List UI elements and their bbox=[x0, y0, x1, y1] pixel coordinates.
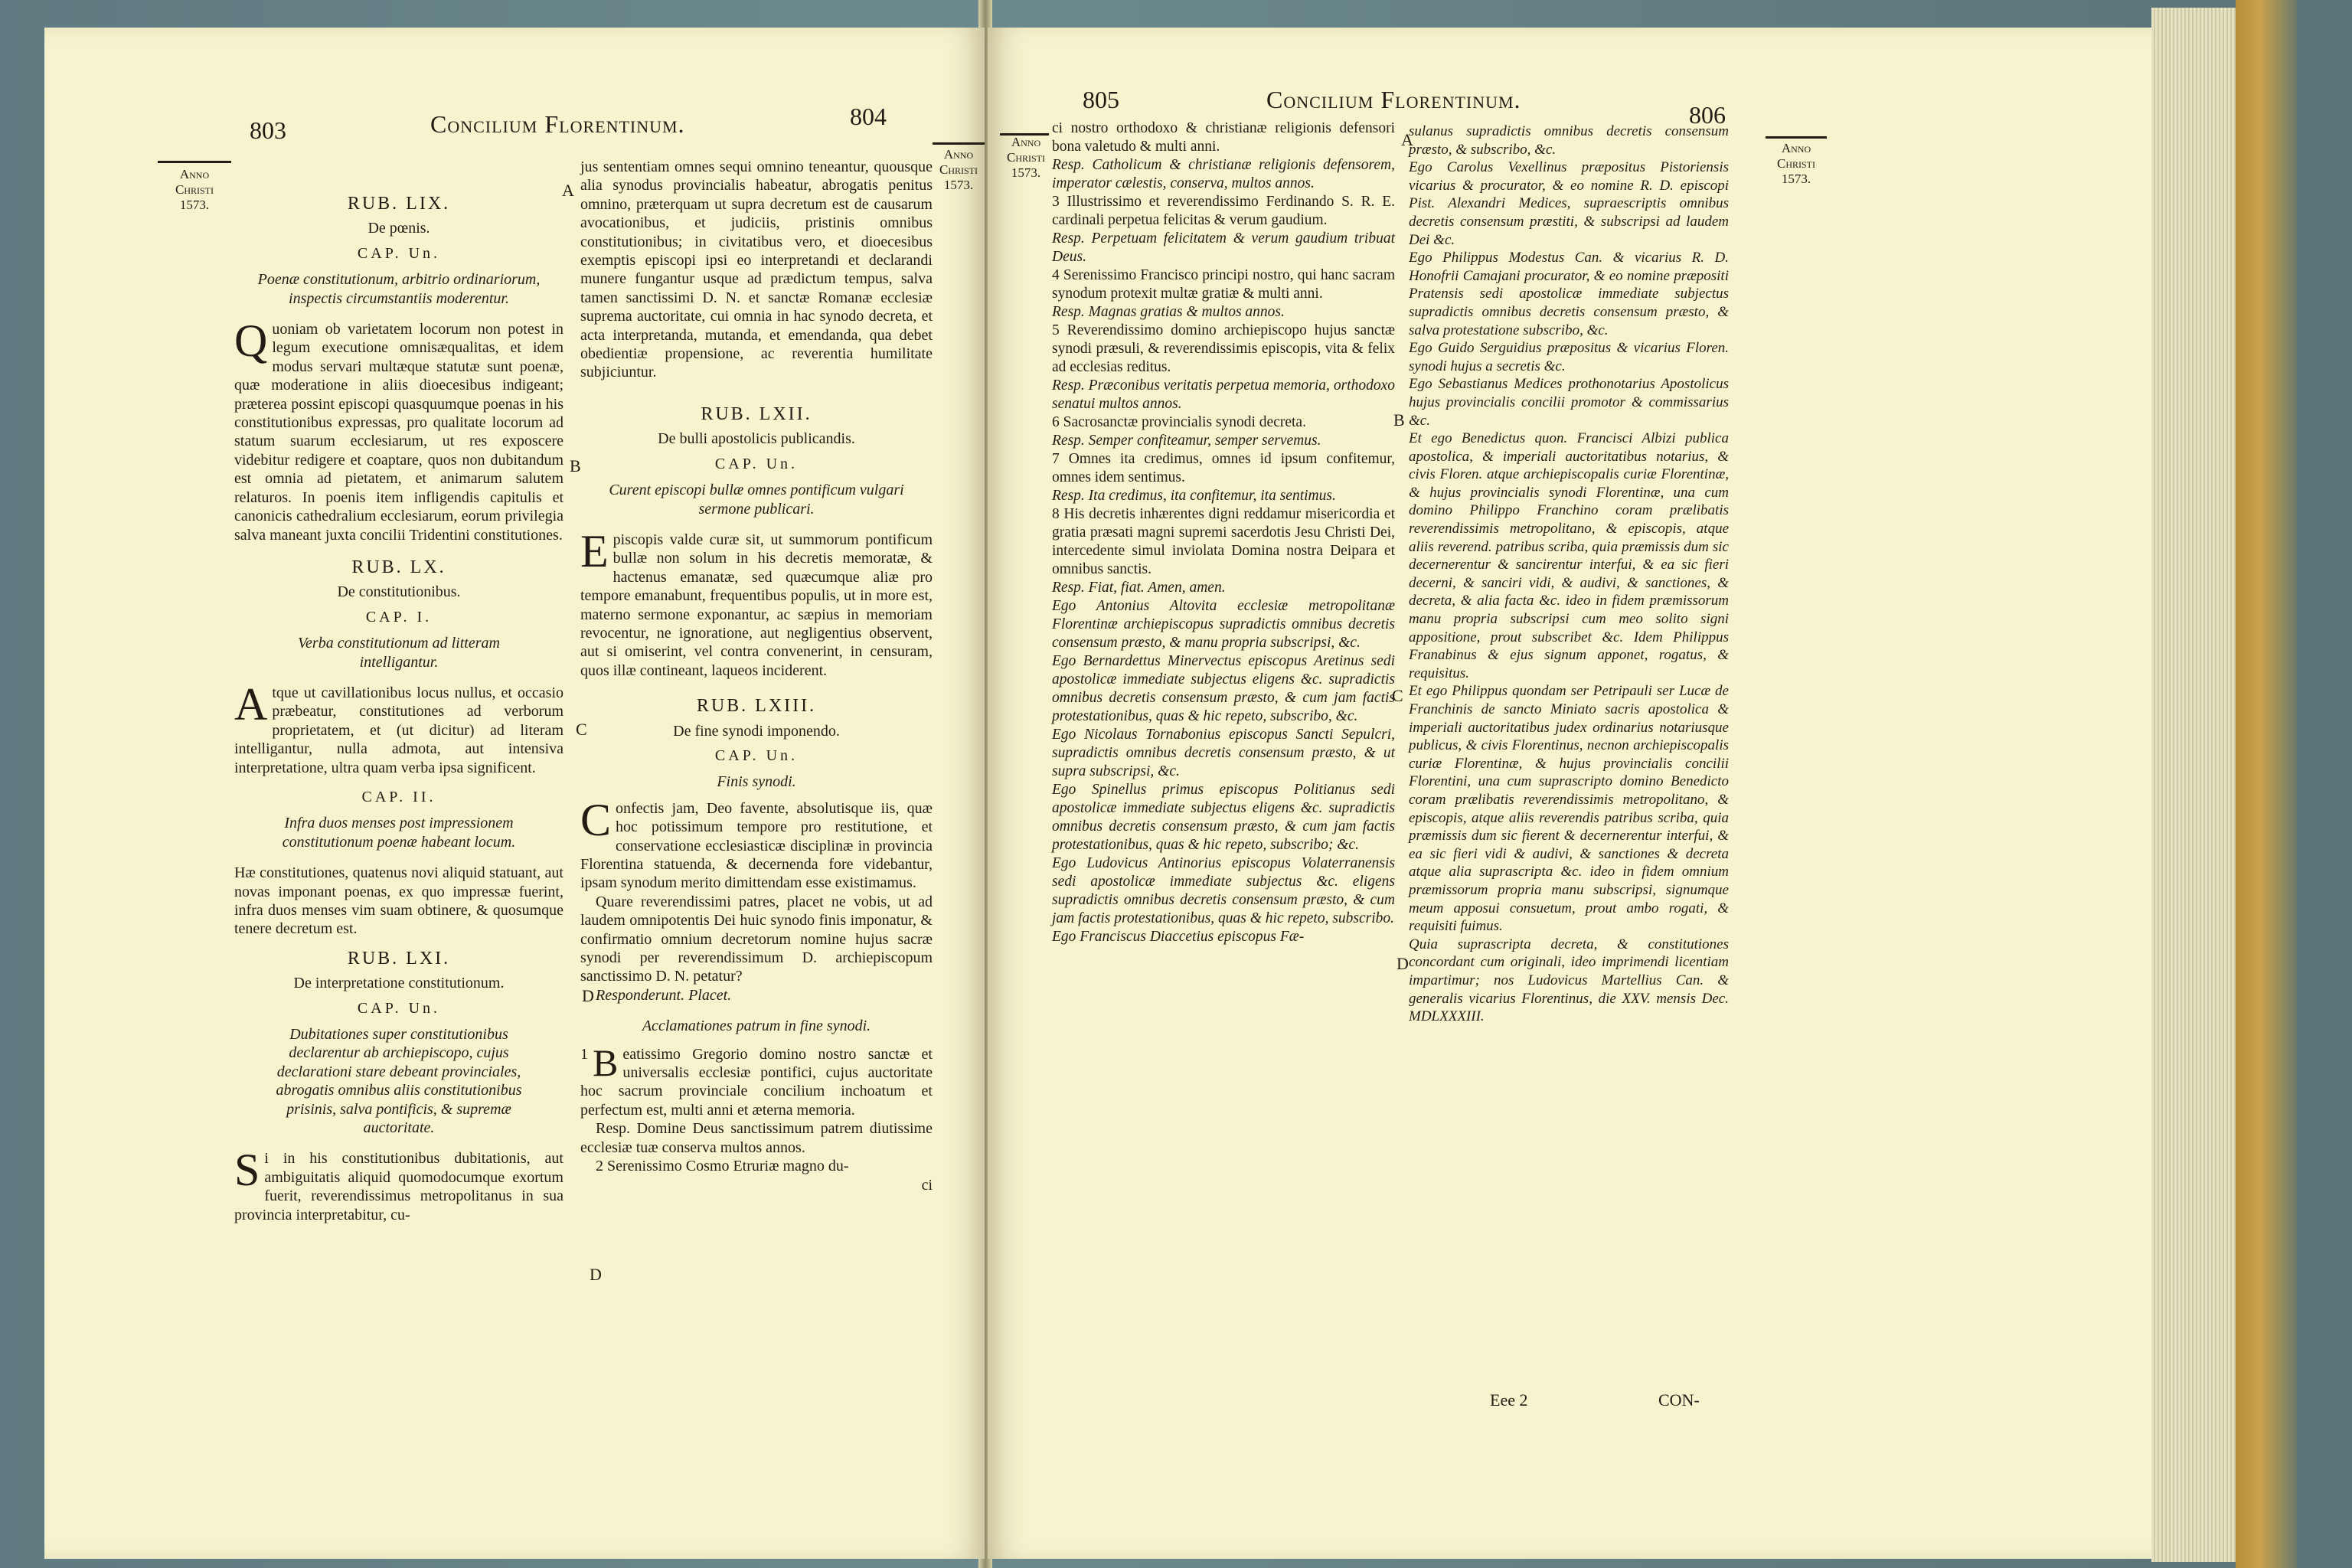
paragraph: Quare reverendissimi patres, placet ne vobis, ut ad laudem omnipotentis Dei huic synodo finis imponatur, & confirmatio omnium decretorum nomine hujus sacræ synodi per reverendissimum D. archiepiscopum sanctissimo D. N. petatur? bbox=[580, 893, 933, 985]
rubric-heading: RUB. LIX. bbox=[347, 194, 451, 214]
side-note-year: Anno Christi 1573. bbox=[939, 147, 978, 192]
paragraph: jus sententiam omnes sequi omnino teneantur, quousque alia synodus provincialis habeatur, abrogatis penitus omnino, præterquam ut supra decretum est de causarum avocationibus, et judiciis, pristinis omnibus constitutionibus; in civitatibus vero, et dioecesibus exemptis episcopi ipsi eo interpretandi et declarandi munere fungantur usque ad prædictum tempus, salva tamen sanctissimi D. N. et sanctæ Romanæ ecclesiæ suprema auctoritate, cui omnia in hac synodo decreta, et acta interpretanda, mutanda, et emendanda, qua debet obedientiæ propensione, ac reverentia humilitate subjiciuntur. bbox=[580, 158, 933, 381]
response-line: Resp. Præconibus veritatis perpetua memoria, orthodoxo senatui multos annos. bbox=[1052, 377, 1395, 412]
paragraph: Hæ constitutiones, quatenus novi aliquid statuant, aut novas imponant poenas, ex quo impressæ fuerint, infra duos menses vim suam obtinere, & quosumque tenere decretum est. bbox=[234, 864, 564, 938]
rubric-subtitle: De bulli apostolicis publicandis. bbox=[658, 430, 855, 448]
signatory: Ego Guido Serguidius præpositus & vicarius Floren. synodi hujus a secretis &c. bbox=[1409, 340, 1729, 374]
chapter-summary: Infra duos menses post impressionem constitutionum poenæ habeant locum. bbox=[282, 815, 516, 851]
drop-cap: Q bbox=[234, 315, 268, 367]
drop-cap: B bbox=[593, 1040, 619, 1084]
chapter-summary: Verba constitutionum ad litteram intelligantur. bbox=[298, 635, 500, 671]
signatory: Ego Franciscus Diaccetius episcopus Fæ- bbox=[1052, 929, 1305, 945]
paragraph: 2 Serenissimo Cosmo Etruriæ magno du- bbox=[596, 1158, 849, 1175]
response-line: Resp. Ita credimus, ita confitemur, ita sentimus. bbox=[1052, 488, 1336, 504]
margin-letter: B bbox=[1393, 410, 1405, 430]
paragraph: 1 B eatissimo Gregorio domino nostro sanctæ et universalis ecclesiæ pontifici, cujus auctoritate hoc sacrum provinciale concilium inchoatum et perfectum est, multi anni et æterna memoria. bbox=[580, 1040, 933, 1119]
paragraph: Episcopis valde curæ sit, ut summorum pontificum bullæ non solum in his decretis memoratæ, & hactenus emanatæ, sed quæcumque aliæ pro tempore emanabunt, frequentibus populis, ut in more est, materno sermone exponantur, ac sæpius in memoriam revocentur, ne ignoratione, aut negligentius observent, aut si omiserint, vel contra convenerint, in censuram, quos illæ contineant, laqueos inciderent. bbox=[580, 525, 933, 679]
paragraph: 5 Reverendissimo domino archiepiscopo hujus sanctæ synodi præsuli, & reverendissimis episcopis, vita & felix ad ecclesias reditus. bbox=[1052, 322, 1395, 375]
signature-mark: Eee 2 bbox=[1490, 1390, 1528, 1410]
chapter-summary: Curent episcopi bullæ omnes pontificum vulgari sermone publicari. bbox=[609, 482, 904, 518]
catchword: ci bbox=[921, 1176, 933, 1194]
side-note-year: Anno Christi 1573. bbox=[175, 167, 214, 212]
acclamation-heading: Acclamationes patrum in fine synodi. bbox=[642, 1018, 871, 1035]
margin-letter: D bbox=[582, 986, 594, 1005]
paragraph: Confectis jam, Deo favente, absolutisque iis, quæ hoc potissimum tempore pro restitutione, et conservatione ecclesiasticæ disciplinæ in provincia Florentina statuenda, & decernenda fore videbantur, ipsam synodum merito dimittendam esse existimamus. bbox=[580, 794, 933, 892]
margin-letter: D bbox=[590, 1265, 602, 1284]
response-line: Resp. Perpetuam felicitatem & verum gaudium tribuat Deus. bbox=[1052, 230, 1395, 265]
right-page bbox=[988, 28, 2151, 1559]
rubric-heading: RUB. LXII. bbox=[701, 403, 812, 424]
chapter-heading: CAP. Un. bbox=[714, 746, 799, 764]
page-number: 803 bbox=[250, 116, 286, 144]
side-note-rule bbox=[933, 142, 985, 145]
paragraph: Atque ut cavillationibus locus nullus, et occasio præbeatur, constitutiones ad verborum proprietatem, et (ut dicitur) ad literam intelligantur, nulla admota, aut intensiva interpretatione, ultra quam verba ipsa significent. bbox=[234, 678, 564, 776]
rubric-heading: RUB. LX. bbox=[351, 557, 446, 577]
rubric-subtitle: De constitutionibus. bbox=[337, 583, 461, 601]
margin-letter: C bbox=[1392, 686, 1403, 705]
drop-cap: C bbox=[580, 794, 612, 845]
signatory: Et ego Benedictus quon. Francisci Albizi publica apostolica, & imperiali auctoritatibus notarius, & civis Floren. atque archiepiscopalis curiæ Florentinæ, & hujus provincialis synodi Florentinæ, una cum domino Philippo Franchino coram prælibatis reverendissimis metropolitano, & episcopis, atque aliis reverend. patribus scriba, quia præmissis dum sic decernerentur & sancirentur interfui, & ea sic fieri decerni, & sanciri vidi, & audivi, & sanctiones, & decreta, & alia facta &c. ideo in fidem præmissorum manu propria subscripsi cum meo solito signi appositione, prout subscribet &c. Idem Philippus Franabinus & ejus signum apponet, rogatus, & requisitus. bbox=[1409, 430, 1729, 681]
signatory: Ego Spinellus primus episcopus Politianus sedi apostolicæ immediate subjectus eligens &c. supradictis omnibus decretis consensum præsto, & cum jam factis protestationibus, quas & hic repeto, subscribo; &c. bbox=[1052, 782, 1395, 853]
chapter-summary: Finis synodi. bbox=[717, 773, 796, 791]
left-column-2 bbox=[580, 158, 933, 1194]
drop-cap: E bbox=[580, 525, 609, 577]
rubric-subtitle: De pœnis. bbox=[368, 220, 430, 237]
catchword: CON- bbox=[1658, 1390, 1700, 1410]
rubric-subtitle: De interpretatione constitutionum. bbox=[293, 975, 505, 992]
right-column-2 bbox=[1409, 122, 1729, 1026]
paragraph: 7 Omnes ita credimus, omnes id ipsum confitemur, omnes idem sentimus. bbox=[1052, 451, 1395, 485]
page-number: 805 bbox=[1083, 86, 1119, 113]
response-line: Responderunt. Placet. bbox=[596, 986, 732, 1004]
margin-letter: B bbox=[570, 456, 581, 475]
paragraph: 4 Serenissimo Francisco principi nostro, qui hanc sacram synodum protexit multæ gratiæ & multi anni. bbox=[1052, 267, 1395, 302]
signatory: Ego Ludovicus Antinorius episcopus Volaterranensis sedi apostolicæ immediate subjectus &c. eligens supradictis omnibus decretis consensum præsto, & cum jam factis protestationibus, quas & hic repeto, subscribo. bbox=[1052, 855, 1395, 926]
right-column-1 bbox=[1052, 119, 1395, 946]
paragraph: 6 Sacrosanctæ provincialis synodi decreta. bbox=[1052, 414, 1306, 430]
drop-cap: A bbox=[234, 678, 268, 730]
rubric-subtitle: De fine synodi imponendo. bbox=[673, 722, 840, 740]
drop-cap: S bbox=[234, 1145, 260, 1196]
side-note-rule bbox=[158, 161, 231, 163]
signatory: Ego Philippus Modestus Can. & vicarius R. D. Honofrii Camajani procurator, & eo nomine præpositi Pratensis sedi apostolicæ immediate subjectus supradictis omnibus decretis consensum præsto, & salva protestatione subscribo, &c. bbox=[1409, 250, 1729, 338]
book-cover-edge bbox=[2236, 0, 2297, 1568]
rubric-heading: RUB. LXI. bbox=[347, 948, 451, 969]
signatory: Ego Antonius Altovita ecclesiæ metropolitanæ Florentinæ archiepiscopus supradictis omnibus decretis consensum præsto, & manu propria subscripsi, &c. bbox=[1052, 598, 1395, 651]
side-note-year: Anno Christi 1573. bbox=[1776, 141, 1815, 186]
response-line: Resp. Catholicum & christianæ religionis defensorem, imperator cælestis, conserva, multos annos. bbox=[1052, 157, 1395, 191]
page-number: 806 bbox=[1689, 101, 1726, 129]
response-line: Resp. Fiat, fiat. Amen, amen. bbox=[1052, 580, 1226, 596]
margin-letter: D bbox=[1396, 954, 1409, 973]
left-page bbox=[44, 28, 985, 1559]
paragraph: Quoniam ob varietatem locorum non potest in legum executione omnisæqualitas, et idem modus servari multæque statutæ sunt poenæ, quæ moderatione in aliis dioecesibus indigeant; præterea possint episcopi quasquumque poenas in his constitutionibus expressas, pro qualitate locorum ad statum suarum ecclesiarum, ut res exposcere videbitur redigere et coaptare, quos non dubitandum est omnia ad pietatem, et animarum salutem relaturos. In poenis item infligendis capitulis et canonicis cathedralium ecclesiarum, eorum privilegia salva maneant juxta concilii Tridentini constitutiones. bbox=[234, 315, 564, 544]
signatory: Et ego Philippus quondam ser Petripauli ser Lucæ de Franchinis de sancto Miniato sacris apostolica & imperiali auctoritatibus judex ordinarius notariusque publicus, & civis Florentinus, necnon archiepiscopalis curiæ Florentinæ, & hujus provincialis concilii Florentini, una cum suprascripto domino Benedicto coram prælibatis reverendissimis metropolitano, & episcopis, atque aliis reverendis patribus scriba, quia præmissis dum sic fierent & decernerentur interfui, & ea sic fieri vidi & audivi, & sanctiones & decreta atque alia suprascripta &c. ideo in fidem omnium præmissorum propria manu subscripsi, signumque meum apposui consuetum, prout ambo rogati, & requisiti fuimus. bbox=[1409, 683, 1729, 935]
side-note-year: Anno Christi 1573. bbox=[1006, 135, 1045, 180]
rubric-heading: RUB. LXIII. bbox=[696, 696, 817, 717]
chapter-heading: CAP. I. bbox=[365, 608, 433, 626]
signatory: Ego Nicolaus Tornabonius episcopus Sancti Sepulcri, supradictis omnibus decretis consensum præsto, & ut supra subscripsi, &c. bbox=[1052, 727, 1395, 779]
chapter-heading: CAP. Un. bbox=[357, 244, 441, 262]
response-line: Resp. Semper confiteamur, semper servemus. bbox=[1052, 433, 1321, 449]
left-column-1 bbox=[234, 187, 564, 1224]
side-note-rule bbox=[1766, 136, 1827, 139]
paragraph: Si in his constitutionibus dubitationis, aut ambiguitatis aliquid quomodocumque exortum fuerit, reverendissimus metropolitanus in sua provincia interpretabitur, cu- bbox=[234, 1145, 564, 1223]
chapter-summary: Poenæ constitutionum, arbitrio ordinariorum, inspectis circumstantiis moderentur. bbox=[257, 271, 541, 307]
signatory: Ego Carolus Vexellinus præpositus Pistoriensis vicarius & procurator, & eo nomine R. D. episcopi Pist. Alexandri Medices, supraescriptis omnibus decretis consensum præstiti, & subscripsi ad laudem Dei &c. bbox=[1409, 159, 1729, 248]
paragraph: 3 Illustrissimo et reverendissimo Ferdinando S. R. E. cardinali perpetua felicitas & verum gaudium. bbox=[1052, 194, 1395, 228]
chapter-heading: CAP. II. bbox=[361, 788, 436, 805]
page-number: 804 bbox=[850, 103, 887, 130]
running-head: Concilium Florentinum. bbox=[1266, 86, 1521, 113]
signatory: Ego Bernardettus Minervectus episcopus Aretinus sedi apostolicæ immediate subjectus eligens &c. supradictis omnibus decretis consensum præsto, & cum jam factis protestationibus, quas & hic repeto, subscribo, &c. bbox=[1052, 653, 1395, 724]
page-edges bbox=[2151, 8, 2236, 1562]
running-head: Concilium Florentinum. bbox=[430, 110, 685, 138]
signatory: Ego Sebastianus Medices prothonotarius Apostolicus hujus provincialis concilii promotor & commissarius &c. bbox=[1409, 376, 1729, 429]
margin-letter: C bbox=[576, 720, 587, 739]
chapter-heading: CAP. Un. bbox=[357, 999, 441, 1017]
paragraph: Resp. Domine Deus sanctissimum patrem diutissime ecclesiæ tuæ conserva multos annos. bbox=[580, 1120, 933, 1156]
chapter-heading: CAP. Un. bbox=[714, 455, 799, 472]
chapter-summary: Dubitationes super constitutionibus declarentur ab archiepiscopo, cujus declarationi stare debeant provinciales, abrogatis omnibus aliis constitutionibus prisinis, salva pontificis, & supremæ auctoritate. bbox=[276, 1026, 522, 1137]
imprimatur: Quia suprascripta decreta, & constitutiones concordant cum originali, ideo imprimendi licentiam impartimur; nos Ludovicus Martellius Can. & generalis vicarius Florentinus, die XXV. mensis Dec. MDLXXXIII. bbox=[1409, 936, 1729, 1025]
paragraph: 8 His decretis inhærentes digni reddamur misericordia et gratia præsati magni supremi sacerdotis Jesu Christi Dei, intercedente simul inviolata Domina nostra Deipara et omnibus sanctis. bbox=[1052, 506, 1395, 577]
paragraph: ci nostro orthodoxo & christianæ religionis defensori bona valetudo & multi anni. bbox=[1052, 120, 1395, 155]
signatory: sulanus supradictis omnibus decretis consensum præsto, & subscribo, &c. bbox=[1409, 123, 1729, 158]
margin-letter: A bbox=[1401, 130, 1413, 149]
margin-letter: A bbox=[562, 181, 574, 200]
response-line: Resp. Magnas gratias & multos annos. bbox=[1052, 304, 1285, 320]
